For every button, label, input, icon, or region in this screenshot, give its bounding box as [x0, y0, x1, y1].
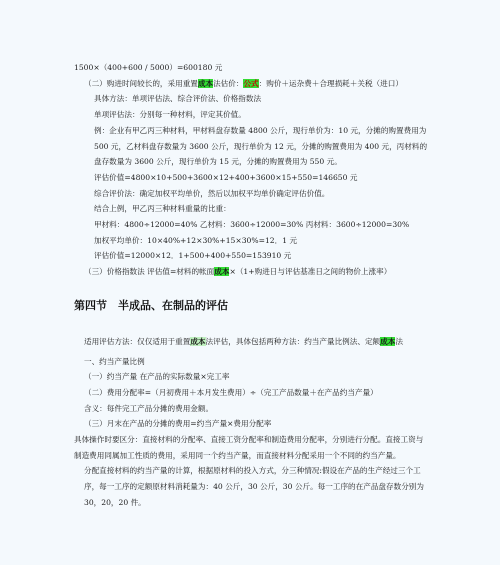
line-text: 法估价：	[213, 78, 244, 88]
line-text: 综合评价法：确定加权平均单价，然后以加权平均单价确定评估价值。	[94, 188, 330, 198]
text-line	[74, 248, 430, 264]
list-item: （三）月末在产品的分摊的费用=约当产量×费用分配率	[84, 419, 272, 429]
highlight-cost-2: 成本	[380, 336, 396, 346]
intro-paragraph	[74, 334, 430, 350]
line-text: 单项评估法：分别每一种材料，评定其价值。	[94, 110, 246, 120]
line-text: 甲材料：4800÷12000=40% 乙材料：3600÷12000=30% 丙材料：3600÷12000=30%	[94, 220, 410, 230]
line-text: ×（1+购进日与评估基准日之间的物价上涨率）	[229, 267, 392, 277]
text-line	[74, 170, 430, 186]
line-text: 具体方法：单项评估法、综合评价法、价格指数法	[94, 94, 262, 104]
intro-text-3: 法	[395, 336, 403, 346]
line-text: （二）购进时间较长的，采用重置	[84, 78, 198, 88]
text-line	[74, 123, 430, 170]
line-text: 评估价值=12000×12．1+500+400+550=153910 元	[94, 251, 292, 261]
line-text: ：购价＋运杂费＋合理损耗＋关税（进口）	[258, 78, 403, 88]
paragraph: 分配直接材料的约当产量的计算，根据原材料的投入方式，分三种情况:假设在产品的生产经过三个工序，每一工序的定额原材料消耗量为：40 公斤，30 公斤，30 公斤。每一工序的在产品盘存数分别为 30，20，20 件。	[84, 466, 424, 507]
highlight-formula: 公式	[243, 78, 259, 88]
line-text: 1500×（400+600 / 5000）=600180 元	[74, 63, 223, 72]
text-line	[74, 264, 430, 280]
text-line	[74, 76, 430, 92]
highlight-cost-1: 成本	[190, 336, 206, 346]
text-line	[74, 60, 430, 76]
highlight-cost: 成本	[214, 267, 230, 277]
list-item: 含义：每件完工产品分摊的费用金额。	[84, 403, 214, 413]
line-text: 评估价值=4800×10+500+3600×12+400+3600×15+550=146650 元	[94, 172, 358, 182]
list-item: 一、约当产量比例	[84, 356, 145, 366]
text-line	[74, 201, 430, 217]
text-line	[74, 107, 430, 123]
text-line	[74, 186, 430, 202]
intro-text-2: 法评估，具体包括两种方法：约当产量比例法、定额	[205, 336, 381, 346]
text-line	[74, 91, 430, 107]
highlight-cost: 成本	[197, 78, 214, 88]
list-item: （一）约当产量 在产品的实际数量×完工率	[84, 372, 230, 382]
text-line	[74, 233, 430, 249]
inventory-valuation-section	[74, 60, 430, 280]
list-item: （二）费用分配率=（月初费用＋本月发生费用）÷（完工产品数量＋在产品约当产量）	[84, 387, 378, 397]
document-body	[74, 60, 430, 511]
paragraph: 具体操作时要区分：直接材料的分配率、直接工资分配率和制造费用分配率，分别进行分配。直接工资与制造费用同属加工性质的费用，采用同一个约当产量，而直接材料分配采用一个不同的约当产量。	[74, 435, 424, 460]
section-title: 第四节 半成品、在制品的评估	[74, 298, 228, 312]
line-text: 加权平均单价：10×40%+12×30%+15×30%=12．1 元	[94, 235, 298, 245]
intro-text-1: 适用评估方法：仅仅适用于重置	[84, 336, 191, 346]
line-text: 结合上例，甲乙丙三种材料重量的比重：	[94, 204, 231, 214]
line-text: 例：企业有甲乙丙三种材料，甲材料盘存数量 4800 公斤，现行单价为：10 元，分摊的购置费用为 500 元，乙材料盘存数量为 3600 公斤，现行单价为 12 元，分摊的购置费用为 400 元，丙材料的盘存数量为 3600 公斤，现行单价为 15 元，分摊的购置费用为 550 元。	[94, 125, 428, 167]
line-text: （三）价格指数法 评估值=材料的帐面	[84, 267, 215, 277]
text-line	[74, 217, 430, 233]
